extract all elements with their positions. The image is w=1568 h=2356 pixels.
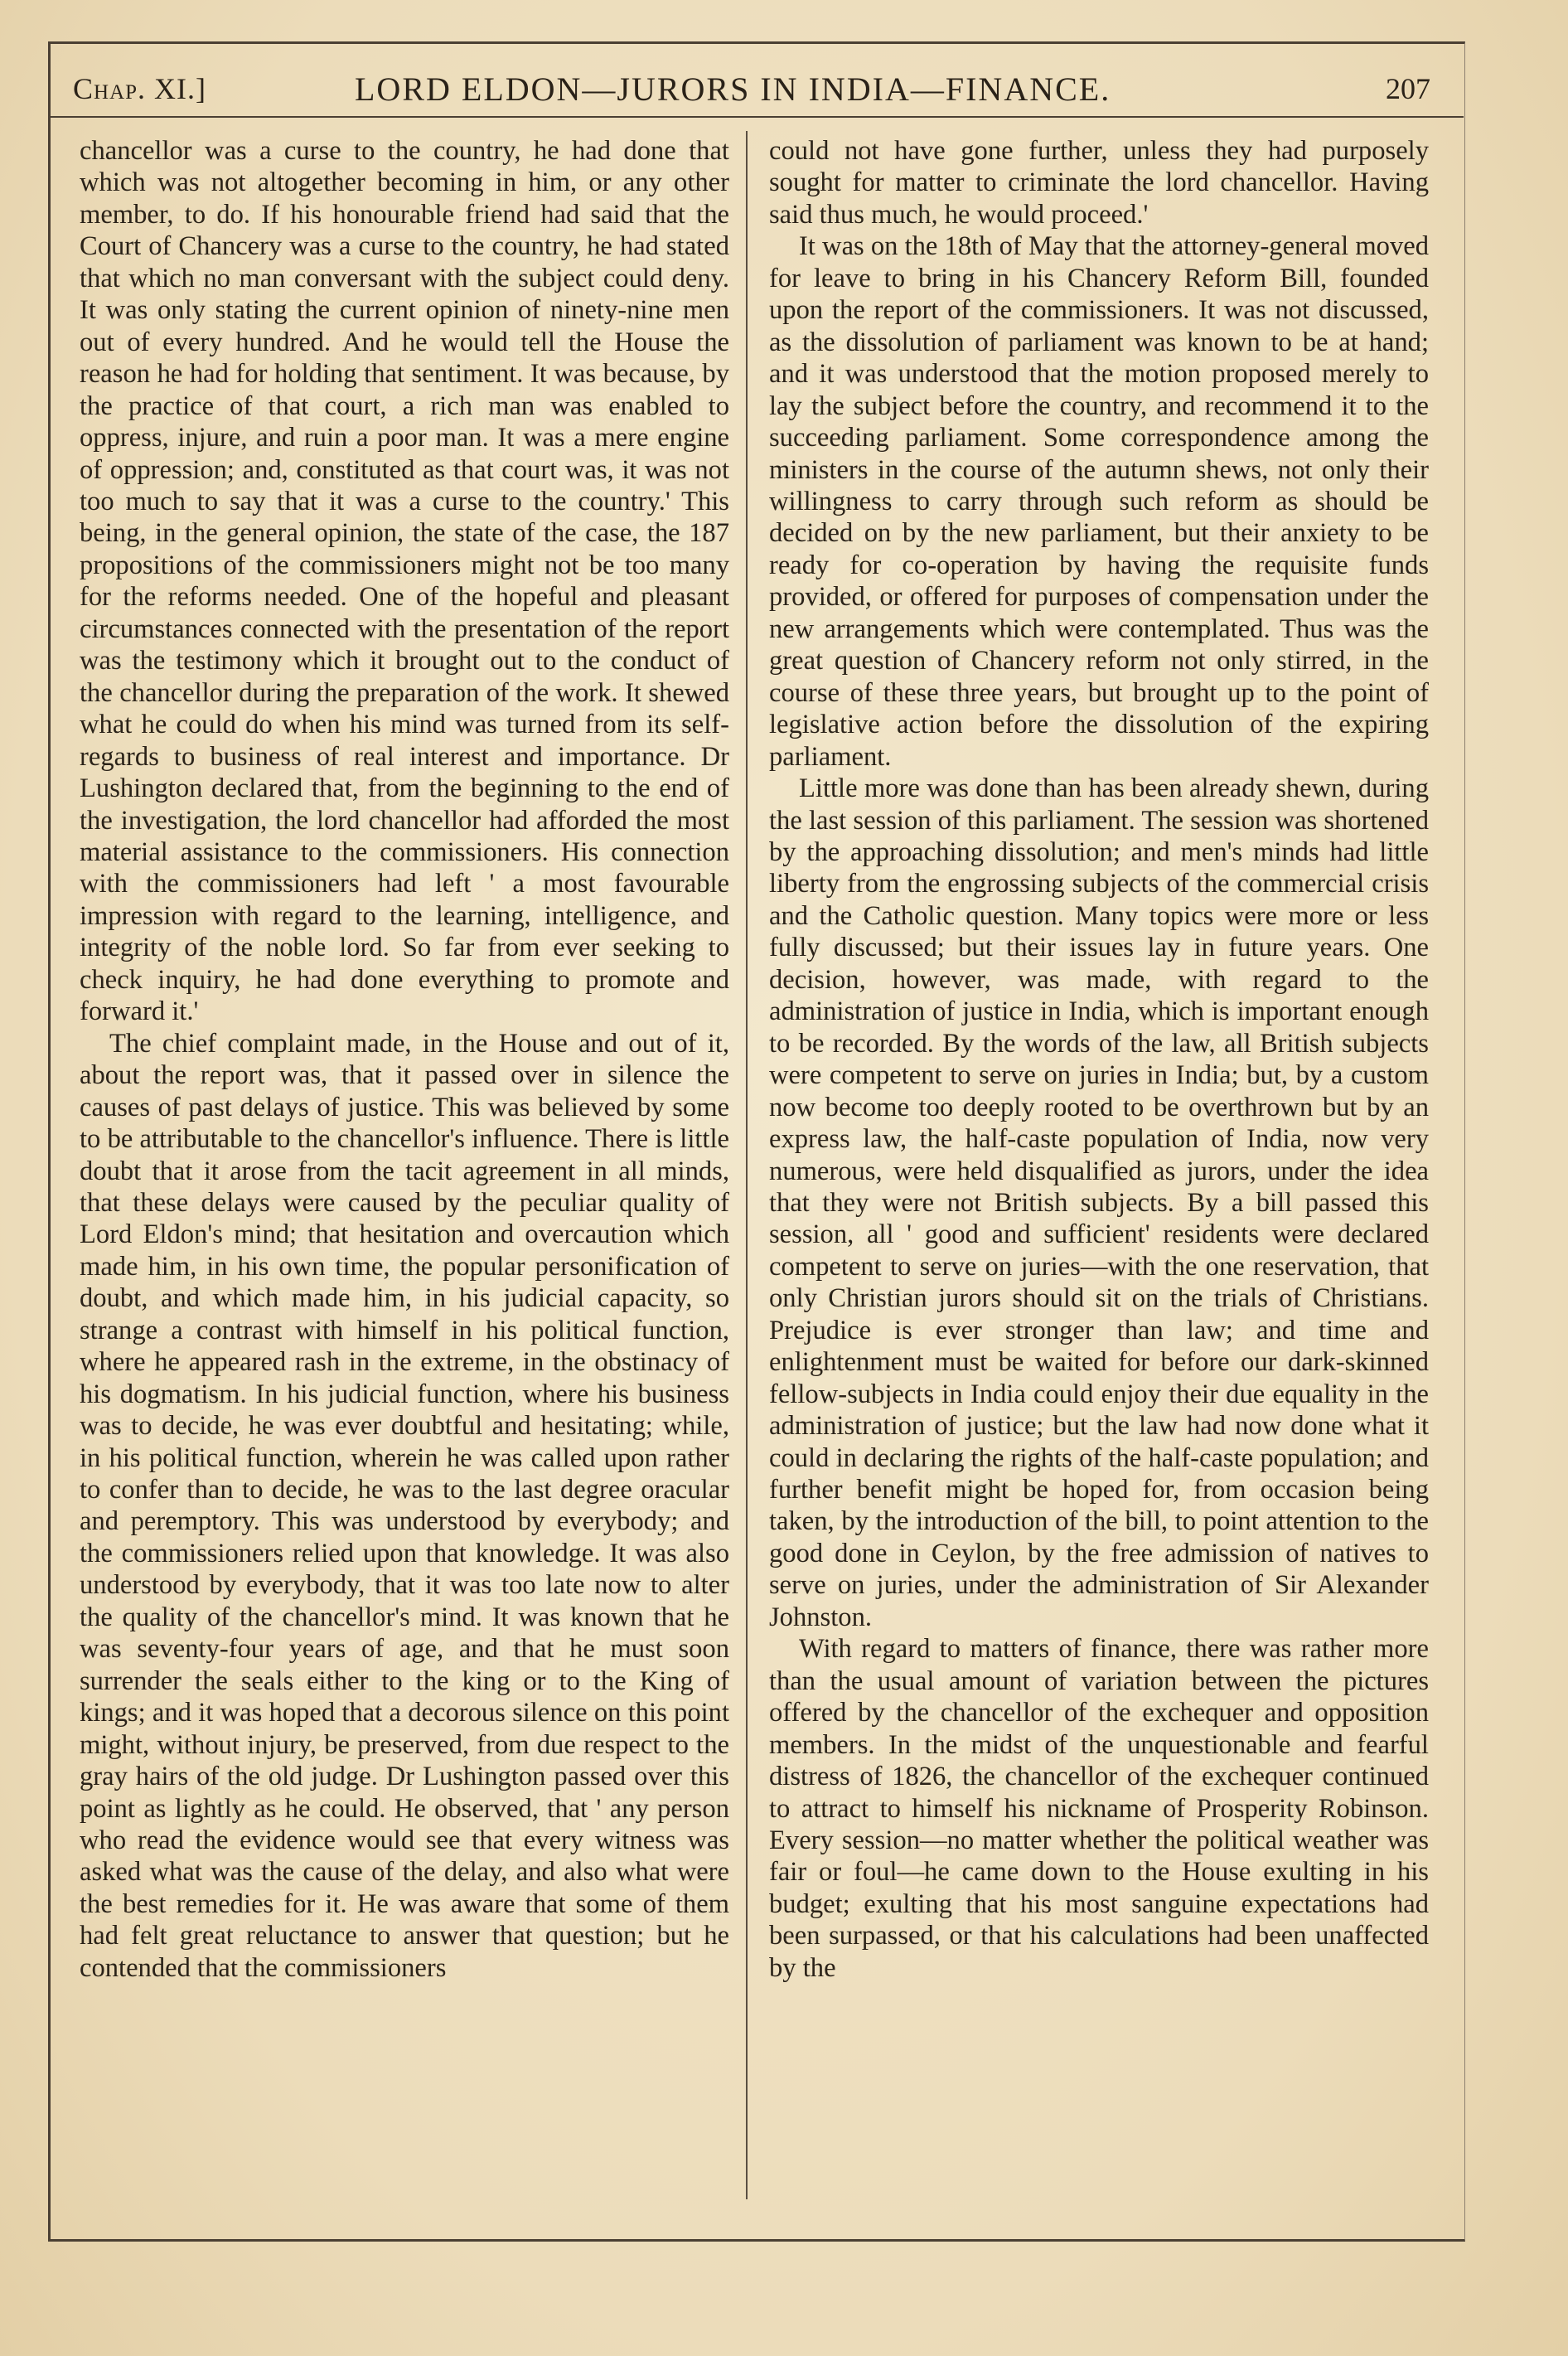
running-head — [48, 51, 1464, 116]
header-rule — [48, 116, 1464, 118]
paragraph: could not have gone further, unless they had purposely sought for matter to criminate the lord chancellor. Having said thus much, he would proceed.' — [769, 136, 1429, 230]
paragraph: It was on the 18th of May that the attorney-general moved for leave to bring in his Chancery Reform Bill, founded upon the report of the commissioners. It was not discussed, as the dissolution of parliament was known to be at hand; and it was understood that the motion proposed merely to lay the subject before the country, and recommend it to the succeeding parliament. Some correspondence among the ministers in the course of the autumn shews, not only their willingness to carry through such reform as should be decided on by the new parliament, but their anxiety to be ready for co-operation by having the requisite funds provided, or offered for purposes of compensation under the new arrangements which were contemplated. Thus was the great question of Chancery reform not only stirred, in the course of these three years, but brought up to the point of legislative action before the dissolution of the expiring parliament. — [769, 231, 1429, 772]
paragraph: Little more was done than has been already shewn, during the last session of this parliament. The session was shortened by the approaching dissolution; and men's minds had little liberty from the engrossing subjects of the commercial crisis and the Catholic question. Many topics were more or less fully discussed; but their issues lay in future years. One decision, however, was made, with regard to the administration of justice in India, which is important enough to be recorded. By the words of the law, all British subjects were competent to serve on juries in India; but, by a custom now become too deeply rooted to be overthrown but by an express law, the half-caste population of India, now very numerous, were held disqualified as jurors, under the idea that they were not British subjects. By a bill passed this session, all ' good and sufficient' residents were declared competent to serve on juries—with the one reservation, that only Christian jurors should sit on the trials of Christians. Prejudice is ever stronger than law; and time and enlightenment must be waited for before our dark-skinned fellow-subjects in India could enjoy their due equality in the administration of justice; but the law had now done what it could in declaring the rights of the half-caste population; and further benefit might be hoped for, from occasion being taken, by the introduction of the bill, to point attention to the good done in Ceylon, by the free admission of natives to serve on juries, under the administration of Sir Alexander Johnston. — [769, 773, 1429, 1632]
paragraph: chancellor was a curse to the country, he had done that which was not altogether becoming in him, or any other member, to do. If his honourable friend had said that the Court of Chancery was a curse to the country, he had stated that which no man conversant with the subject could deny. It was only stating the current opinion of ninety-nine men out of every hundred. And he would tell the House the reason he had for holding that sentiment. It was because, by the practice of that court, a rich man was enabled to oppress, injure, and ruin a poor man. It was a mere engine of oppression; and, constituted as that court was, it was not too much to say that it was a curse to the country.' This being, in the general opinion, the state of the case, the 187 propositions of the commissioners might not be too many for the reforms needed. One of the hopeful and pleasant circumstances connected with the presentation of the report was the testimony which it brought out to the conduct of the chancellor during the preparation of the work. It shewed what he could do when his mind was turned from its self-regards to business of real interest and importance. Dr Lushington declared that, from the beginning to the end of the investigation, the lord chancellor had afforded the most material assistance to the commissioners. His connection with the commissioners had left ' a most favourable impression with regard to the learning, intelligence, and integrity of the noble lord. So far from ever seeking to check inquiry, he had done everything to promote and forward it.' — [80, 136, 729, 1027]
running-title: LORD ELDON—JURORS IN INDIA—FINANCE. — [355, 70, 1111, 108]
paragraph: With regard to matters of finance, there was rather more than the usual amount of variation between the pictures offered by the chancellor of the exchequer and opposition members. In the midst of the unquestionable and fearful distress of 1826, the chancellor of the exchequer continued to attract to himself his nickname of Prosperity Robinson. Every session—no matter whether the political weather was fair or foul—he came down to the House exulting in his budget; exulting that his most sanguine expectations had been surpassed, or that his calculations had been unaffected by the — [769, 1634, 1429, 1983]
left-column — [80, 135, 729, 2199]
page-number: 207 — [1386, 72, 1430, 105]
column-divider — [746, 131, 748, 2199]
right-column — [769, 135, 1429, 2199]
chapter-label: Chap. XI.] — [73, 72, 206, 105]
paragraph: The chief complaint made, in the House and out of it, about the report was, that it passed over in silence the causes of past delays of justice. This was believed by some to be attributable to the chancellor's influence. There is little doubt that it arose from the tacit agreement in all minds, that these delays were caused by the peculiar quality of Lord Eldon's mind; that hesitation and overcaution which made him, in his own time, the popular personification of doubt, and which made him, in his judicial capacity, so strange a contrast with himself in his political function, where he appeared rash in the extreme, in the obstinacy of his dogmatism. In his judicial function, where his business was to decide, he was ever doubtful and hesitating; while, in his political function, wherein he was called upon rather to confer than to decide, he was to the last degree oracular and peremptory. This was understood by everybody; and the commissioners relied upon that knowledge. It was also understood by everybody, that it was too late now to alter the quality of the chancellor's mind. It was known that he was seventy-four years of age, and that he must soon surrender the seals either to the king or to the King of kings; and it was hoped that a decorous silence on this point might, without injury, be preserved, from due respect to the gray hairs of the old judge. Dr Lushington passed over this point as lightly as he could. He observed, that ' any person who read the evidence would see that every witness was asked what was the cause of the delay, and also what were the best remedies for it. He was aware that some of them had felt great reluctance to answer that question; but he contended that the commissioners — [80, 1028, 729, 1983]
